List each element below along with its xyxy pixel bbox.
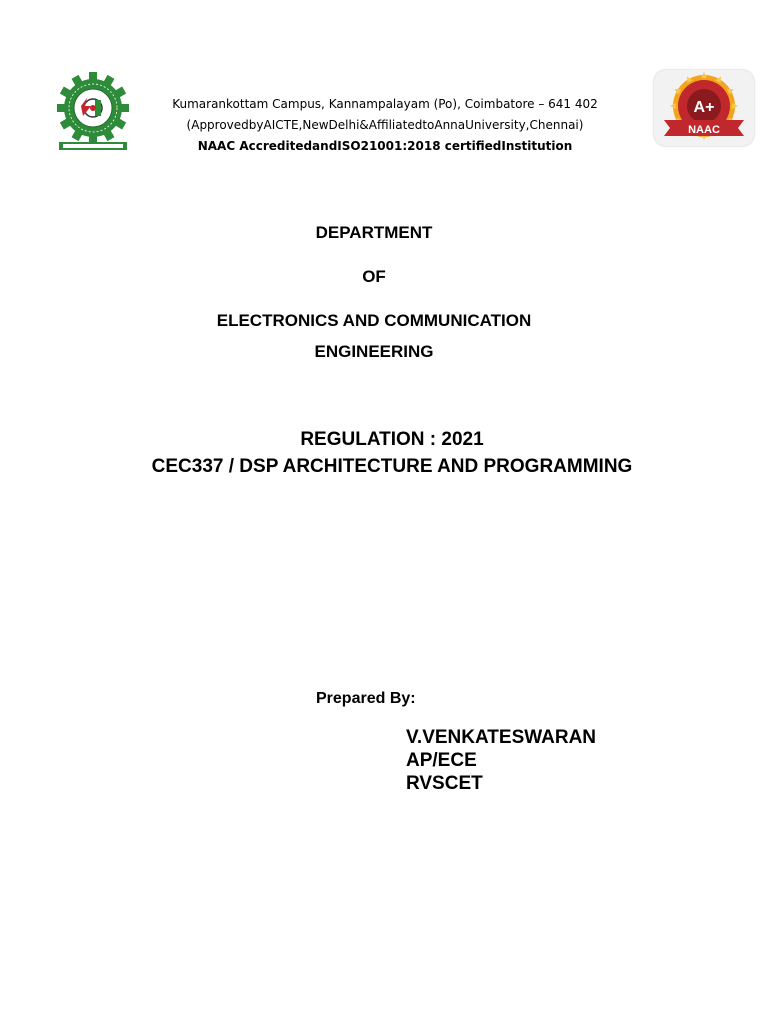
accreditation-line: NAAC AccreditedandISO21001:2018 certifiedInstitution bbox=[197, 139, 573, 153]
prepared-by-label: Prepared By: bbox=[316, 690, 416, 707]
naac-badge bbox=[654, 70, 754, 146]
college-logo bbox=[55, 72, 131, 152]
department-heading: DEPARTMENT bbox=[315, 223, 433, 242]
regulation-title: REGULATION : 2021 bbox=[300, 429, 484, 450]
naac-a-plus-badge-icon bbox=[654, 70, 754, 146]
approval-line: (ApprovedbyAICTE,NewDelhi&AffiliatedtoAnnaUniversity,Chennai) bbox=[186, 118, 584, 132]
badge-label: NAAC bbox=[688, 124, 720, 136]
badge-grade: A+ bbox=[693, 99, 715, 116]
author-designation: AP/ECE bbox=[406, 750, 477, 771]
department-name-line1: ELECTRONICS AND COMMUNICATION bbox=[216, 311, 532, 330]
college-gear-emblem-icon bbox=[55, 72, 131, 152]
department-name-line2: ENGINEERING bbox=[314, 342, 434, 361]
author-institution: RVSCET bbox=[406, 773, 483, 794]
department-of: OF bbox=[362, 267, 386, 286]
address-line: Kumarankottam Campus, Kannampalayam (Po), Coimbatore – 641 402 bbox=[172, 97, 598, 111]
course-title: CEC337 / DSP ARCHITECTURE AND PROGRAMMING bbox=[151, 456, 633, 477]
author-name: V.VENKATESWARAN bbox=[406, 727, 597, 748]
